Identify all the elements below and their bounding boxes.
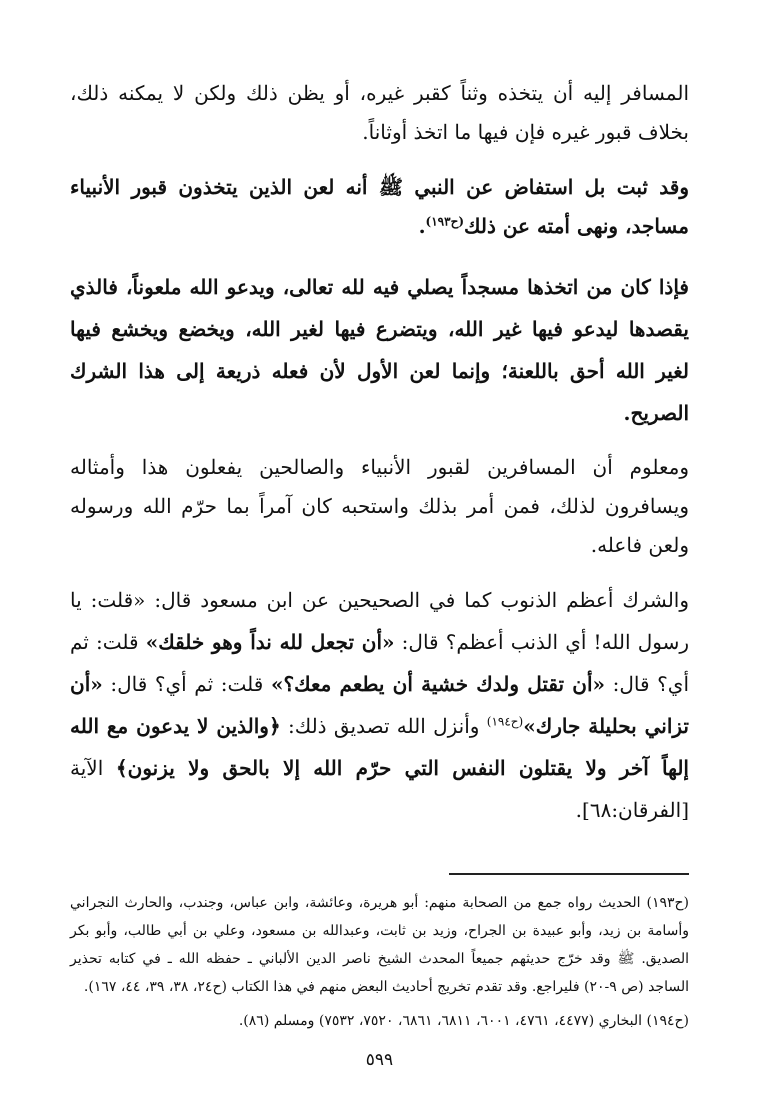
hadith-quote-2: «أن تقتل ولدك خشية أن يطعم معك؟» [270,672,606,696]
footnote-ref-193[interactable]: (ح١٩٣) [425,214,465,229]
paragraph-2-text: وقد ثبت بل استفاض عن النبي ﷺ أنه لعن الذين يتخذون قبور الأنبياء مساجد، ونهى أمته عن ذلك [70,175,689,238]
hadith-quote-1: «أن تجعل لله نداً وهو خلقك» [145,630,395,654]
paragraph-5-part-b: قلت: ثم أي؟ قال: [70,630,690,696]
paragraph-5 [70,579,689,831]
paragraph-5-part-c: قلت: ثم أي؟ قال: [102,672,271,696]
paragraph-5-part-e: الآية [الفرقان:٦٨]. [70,756,689,822]
footnote-193-text: الحديث رواه جمع من الصحابة منهم: أبو هريرة، وعائشة، وابن عباس، وجندب، والحارث النجراني وأسامة بن زيد، وأبو عبيدة بن الجراح، وزيد بن ثابت، وعبدالله بن مسعود، وعلي بن أبي طالب، وأبو بكر الصديق. ﷺ وقد خرّج حديثهم جميعاً المحدث الشيخ ناصر الدين الألباني ـ حفظه الله ـ في كتابه تحذير الساجد (ص ٩-٢٠) فليراجع. وقد تقدم تخريج أحاديث البعض منهم في هذا الكتاب (ح٢٤، ٣٨، ٣٩، ٤٤، ١٦٧). [70,895,689,995]
paragraph-3: فإذا كان من اتخذها مسجداً يصلي فيه لله تعالى، ويدعو الله ملعوناً، فالذي يقصدها ليدعو فيها غير الله، ويتضرع فيها لغير الله، ويخضع ويخشع فيها لغير الله أحق باللعنة؛ وإنما لعن الأول لأن فعله ذريعة إلى هذا الشرك الصريح. [70,275,689,425]
footnote-194-label: (ح١٩٤) [646,1013,689,1029]
paragraph-1: المسافر إليه أن يتخذه وثناً كقبر غيره، أو يظن ذلك ولكن لا يمكنه ذلك، بخلاف قبور غيره فإن فيها ما اتخذ أوثاناً. [70,81,689,144]
page-number: ٥٩٩ [365,1050,394,1070]
quran-verse: ﴿والذين لا يدعون مع الله إلهاً آخر ولا يقتلون النفس التي حرّم الله إلا بالحق ولا يزنون﴾ [70,714,689,780]
footnote-194 [70,1007,689,1035]
footnote-193-label: (ح١٩٣) [646,895,689,911]
footnote-divider [449,873,689,875]
paragraph-5-part-d: وأنزل الله تصديق ذلك: [280,714,487,738]
paragraph-4: ومعلوم أن المسافرين لقبور الأنبياء والصالحين يفعلون هذا وأمثاله ويسافرون لذلك، فمن أمر بذلك واستحبه كان آمراً بما حرّم الله ورسوله ولعن فاعله. [70,455,689,557]
paragraph-2-end: . [418,214,426,238]
footnote-ref-194[interactable]: (ح١٩٤) [486,714,524,729]
footnote-194-text: البخاري (٤٤٧٧، ٤٧٦١، ٦٠٠١، ٦٨١١، ٦٨٦١، ٧٥٢٠، ٧٥٣٢) ومسلم (٨٦). [238,1013,647,1029]
paragraph-2 [70,168,689,246]
hadith-quote-3: «أن تزاني بحليلة جارك» [70,672,689,738]
paragraph-5-part-a: والشرك أعظم الذنوب كما في الصحيحين عن ابن مسعود قال: «قلت: يا رسول الله! أي الذنب أعظم؟ قال: [70,588,689,654]
footnote-193 [70,889,689,1001]
